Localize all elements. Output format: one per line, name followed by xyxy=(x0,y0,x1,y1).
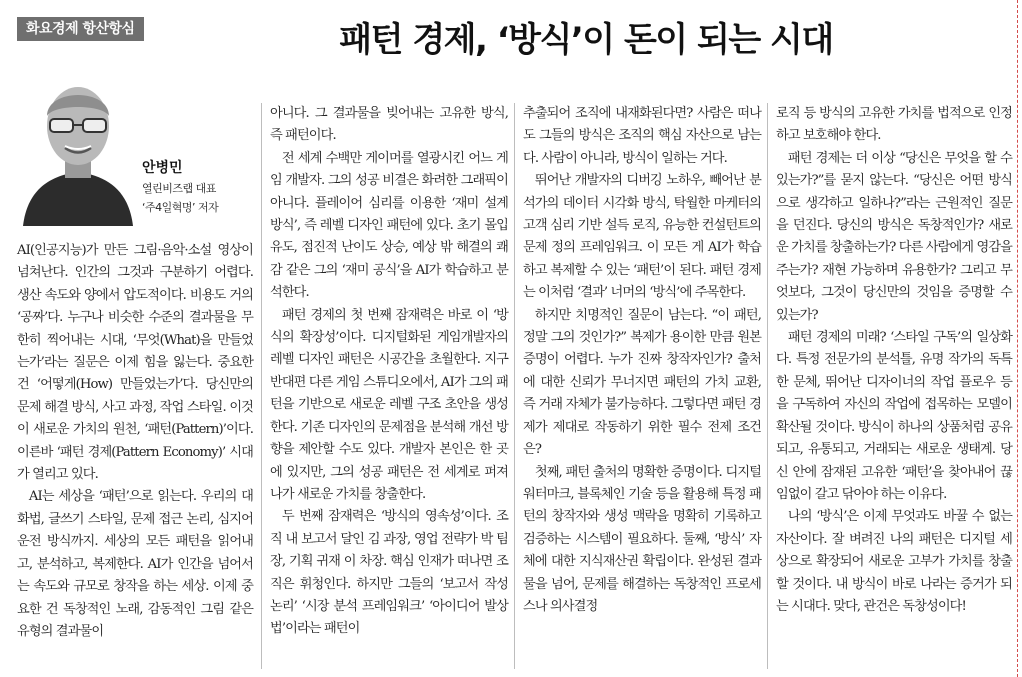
author-portrait-image xyxy=(17,64,139,226)
article-paragraph: 패턴 경제는 더 이상 “당신은 무엇을 할 수 있는가?”를 묻지 않는다. “당신은 어떤 방식으로 생각하고 일하나?”라는 근원적인 질문을 던진다. 당신의 방식은 독창적인가? 새로운 가치를 창출하는가? 다른 사람에게 영감을 주는가? 재현 가능하며 유용한가? 그리고 무엇보다, 그것이 당신만의 것임을 증명할 수 있는가? xyxy=(776,150,1012,323)
article-paragraph: 하지만 치명적인 질문이 남는다. “이 패턴, 정말 그의 것인가?” 복제가 용이한 만큼 원본 증명이 어렵다. 누가 진짜 창작자인가? 출처에 대한 신뢰가 무너지면 패턴의 가치 교환, 즉 거래 자체가 불가능하다. 그렇다면 패턴 경제가 제대로 작동하기 위한 필수 전제 조건은? xyxy=(523,307,761,458)
column-divider xyxy=(261,103,262,669)
article-paragraph: 패턴 경제의 미래? ‘스타일 구독’의 일상화다. 특정 전문가의 분석틀, 유명 작가의 독특한 문체, 뛰어난 디자이너의 작업 플로우 등을 구독하여 자신의 작업에 접목하는 모델이 확산될 것이다. 방식이 하나의 상품처럼 공유되고, 유통되고, 거래되는 새로운 생태계. 당신 안에 잠재된 고유한 ‘패턴’을 찾아내어 끊임없이 갈고 닦아야 하는 이유다. xyxy=(776,330,1012,502)
article-paragraph: AI는 세상을 ‘패턴’으로 읽는다. 우리의 대화법, 글쓰기 스타일, 문제 접근 논리, 심지어 운전 방식까지. 세상의 모든 패턴을 읽어내고, 분석하고, 복제한다. AI가 인간을 넘어서는 속도와 규모로 창작을 하는 세상. 이제 중요한 건 독창적인 노래, 감동적인 그림 같은 유형의 결과물이 xyxy=(17,489,253,639)
column-divider xyxy=(767,103,768,669)
author-name: 안병민 xyxy=(142,160,183,176)
article-paragraph: 아니다. 그 결과물을 빚어내는 고유한 방식, 즉 패턴이다. xyxy=(270,106,508,144)
headline: 패턴 경제, ‘방식’이 돈이 되는 시대 xyxy=(339,20,833,60)
article-column-2 xyxy=(270,103,508,641)
author-box xyxy=(17,62,253,232)
article-paragraph: 전 세계 수백만 게이머를 열광시킨 어느 게임 개발자. 그의 성공 비결은 화려한 그래픽이 아니다. 플레이어 심리를 이용한 ‘재미 설계 방식’, 즉 레벨 디자인 패턴에 있다. 초기 몰입 유도, 점진적 난이도 상승, 예상 밖 해결의 쾌감 같은 그의 ‘재미 공식’을 AI가 학습하고 분석한다. xyxy=(270,150,508,301)
author-book: ‘주4일혁명’ 저자 xyxy=(142,201,219,214)
article-paragraph: AI(인공지능)가 만든 그림·음악·소설 영상이 넘쳐난다. 인간의 그것과 구분하기 어렵다. 생산 속도와 양에서 압도적이다. 비용도 거의 ‘공짜’다. 누구나 비슷한 수준의 결과물을 무한히 찍어내는 시대, ‘무엇(What)을 만들었는가’라는 질문은 이제 힘을 잃는다. 중요한 건 ‘어떻게(How) 만들었는가’다. 당신만의 문제 해결 방식, 사고 과정, 작업 스타일. 이것이 새로운 가치의 원천, ‘패턴(Pattern)’이다. 이른바 ‘패턴 경제(Pattern Economy)’ 시대가 열리고 있다. xyxy=(17,243,253,483)
section-tag: 화요경제 항산항심 xyxy=(17,17,144,41)
article-paragraph: 나의 ‘방식’은 이제 무엇과도 바꿀 수 없는 자산이다. 잘 벼려진 나의 패턴은 디지털 세상으로 확장되어 새로운 고부가 가치를 창출할 것이다. 내 방식이 바로 나라는 증거가 되는 시대다. 맞다, 관건은 독창성이다! xyxy=(776,509,1012,614)
article-paragraph: 뛰어난 개발자의 디버깅 노하우, 빼어난 분석가의 데이터 시각화 방식, 탁월한 마케터의 고객 심리 기반 설득 로직, 유능한 컨설턴트의 문제 정의 프레임워크. 이 모든 게 AI가 학습하고 복제할 수 있는 ‘패턴’이 된다. 패턴 경제는 이처럼 ‘결과’ 너머의 ‘방식’에 주목한다. xyxy=(523,173,761,301)
article-column-4 xyxy=(776,103,1012,618)
article-paragraph: 두 번째 잠재력은 ‘방식의 영속성’이다. 조직 내 보고서 달인 김 과장, 영업 전략가 박 팀장, 기획 귀재 이 차장. 핵심 인재가 떠나면 조직은 휘청인다. 하지만 그들의 ‘보고서 작성 논리’ ‘시장 분석 프레임워크’ ‘아이디어 발상법’이라는 패턴이 xyxy=(270,509,508,637)
article-paragraph: 첫째, 패턴 출처의 명확한 증명이다. 디지털 워터마크, 블록체인 기술 등을 활용해 특정 패턴의 창작자와 생성 맥락을 명확히 기록하고 검증하는 시스템이 필요하다. 둘째, ‘방식’ 자체에 대한 지식재산권 확립이다. 완성된 결과물을 넘어, 문제를 해결하는 독창적인 프로세스나 의사결정 xyxy=(523,464,761,614)
author-role: 열린비즈랩 대표 xyxy=(142,182,216,195)
article-column-3 xyxy=(523,103,761,618)
page-edge-guide xyxy=(1017,0,1018,677)
author-photo xyxy=(17,64,139,226)
article-paragraph: 추출되어 조직에 내재화된다면? 사람은 떠나도 그들의 방식은 조직의 핵심 자산으로 남는다. 사람이 아니라, 방식이 일하는 거다. xyxy=(523,106,761,166)
article-paragraph: 로직 등 방식의 고유한 가치를 법적으로 인정하고 보호해야 한다. xyxy=(776,106,1012,144)
column-divider xyxy=(514,103,515,669)
article-column-1 xyxy=(17,240,253,643)
article-paragraph: 패턴 경제의 첫 번째 잠재력은 바로 이 ‘방식의 확장성’이다. 디지털화된 게임개발자의 레벨 디자인 패턴은 시공간을 초월한다. 지구 반대편 다른 게임 스튜디오에서, AI가 그의 패턴을 기반으로 새로운 레벨 구조 초안을 생성한다. 기존 디자인의 문제점을 분석해 개선 방향을 제안할 수도 있다. 개발자 본인은 한 곳에 있지만, 그의 성공 패턴은 전 세계로 퍼져나가 새로운 가치를 창출한다. xyxy=(270,307,508,502)
